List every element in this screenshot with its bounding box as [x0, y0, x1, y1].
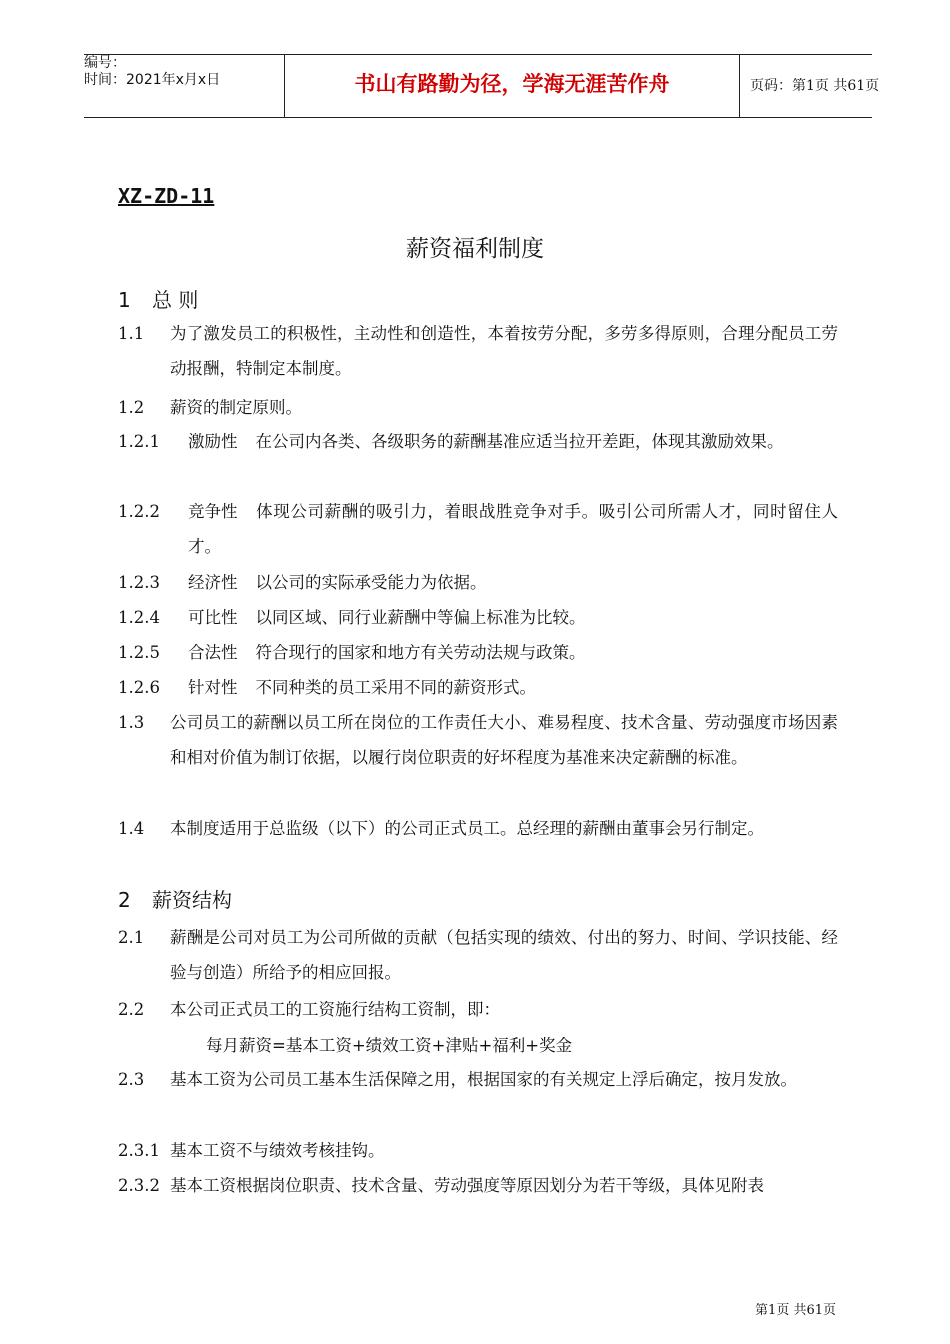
section-heading-2: [118, 884, 232, 913]
paragraph-1-2: [118, 390, 838, 425]
clause-number: 2.1: [118, 928, 145, 947]
paragraph-1-2-5: [118, 635, 838, 670]
header-motto: 书山有路勤为径，学海无涯苦作舟: [284, 55, 740, 117]
section-number: 2: [118, 888, 131, 912]
clause-number: 1.2.5: [118, 643, 160, 662]
clause-number: 1.2.1: [118, 432, 160, 451]
clause-text: 本制度适用于总监级（以下）的公司正式员工。总经理的薪酬由董事会另行制定。: [170, 819, 764, 838]
section-number: 1: [118, 288, 131, 312]
paragraph-1-2-2: [118, 494, 838, 564]
clause-label: 激励性: [188, 432, 238, 451]
header-meta: [84, 55, 282, 117]
clause-label: 经济性: [188, 573, 238, 592]
paragraph-1-3: [118, 705, 838, 775]
section-heading-1: [118, 284, 198, 313]
clause-number: 2.3: [118, 1070, 145, 1089]
section-title: 总 则: [152, 288, 199, 312]
time-label: 时间：2021年x月x日: [84, 72, 221, 88]
clause-text: 公司员工的薪酬以员工所在岗位的工作责任大小、难易程度、技术含量、劳动强度市场因素和相对价值为制订依据，以履行岗位职责的好坏程度为基准来决定薪酬的标准。: [170, 713, 838, 767]
paragraph-2-3: [118, 1062, 838, 1097]
paragraph-2-1: [118, 920, 838, 990]
paragraph-1-2-4: [118, 600, 838, 635]
clause-label: 可比性: [188, 608, 238, 627]
clause-text: 不同种类的员工采用不同的薪资形式。: [255, 678, 536, 697]
clause-text: 基本工资根据岗位职责、技术含量、劳动强度等原因划分为若干等级，具体见附表: [170, 1176, 764, 1195]
clause-text: 符合现行的国家和地方有关劳动法规与政策。: [255, 643, 586, 662]
page-footer: 第1页 共61页: [755, 1303, 836, 1318]
clause-number: 1.2.3: [118, 573, 160, 592]
clause-text: 为了激发员工的积极性，主动性和创造性，本着按劳分配，多劳多得原则，合理分配员工劳动报酬，特制定本制度。: [170, 324, 838, 378]
clause-text: 基本工资为公司员工基本生活保障之用，根据国家的有关规定上浮后确定，按月发放。: [170, 1070, 797, 1089]
clause-text: 薪酬是公司对员工为公司所做的贡献（包括实现的绩效、付出的努力、时间、学识技能、经验与创造）所给予的相应回报。: [170, 928, 838, 982]
paragraph-1-2-6: [118, 670, 838, 705]
paragraph-2-2: [118, 992, 838, 1027]
salary-formula: 每月薪资=基本工资+绩效工资+津贴+福利+奖金: [206, 1036, 573, 1055]
clause-number: 1.2.6: [118, 678, 160, 697]
clause-text: 本公司正式员工的工资施行结构工资制，即：: [170, 1000, 500, 1019]
clause-text: 以公司的实际承受能力为依据。: [255, 573, 487, 592]
doc-code: XZ-ZD-11: [118, 184, 215, 208]
clause-text: 基本工资不与绩效考核挂钩。: [170, 1141, 385, 1160]
page-header: [84, 54, 880, 118]
number-label: 编号：: [84, 55, 126, 71]
clause-number: 1.2.4: [118, 608, 160, 627]
paragraph-1-4: [118, 811, 838, 846]
paragraph-2-3-2: [118, 1168, 838, 1203]
clause-number: 1.3: [118, 713, 145, 732]
clause-number: 1.1: [118, 324, 145, 343]
clause-label: 合法性: [188, 643, 238, 662]
clause-text: 薪资的制定原则。: [170, 398, 302, 417]
clause-text: 体现公司薪酬的吸引力，着眼战胜竞争对手。吸引公司所需人才，同时留住人才。: [188, 502, 838, 556]
clause-text: 以同区域、同行业薪酬中等偏上标准为比较。: [255, 608, 586, 627]
paragraph-1-2-3: [118, 565, 838, 600]
clause-number: 1.2.2: [118, 502, 160, 521]
clause-number: 1.2: [118, 398, 145, 417]
clause-text: 在公司内各类、各级职务的薪酬基准应适当拉开差距，体现其激励效果。: [255, 432, 784, 451]
clause-number: 2.3.2: [118, 1176, 160, 1195]
section-title: 薪资结构: [152, 888, 232, 912]
paragraph-2-3-1: [118, 1133, 838, 1168]
clause-number: 2.2: [118, 1000, 145, 1019]
clause-number: 1.4: [118, 819, 145, 838]
header-page-label: 页码：第1页 共61页: [750, 78, 880, 94]
paragraph-1-2-1: [118, 424, 838, 459]
clause-number: 2.3.1: [118, 1141, 160, 1160]
doc-title: 薪资福利制度: [406, 236, 544, 262]
clause-label: 针对性: [188, 678, 238, 697]
clause-label: 竞争性: [188, 502, 238, 521]
paragraph-1-1: [118, 316, 838, 386]
